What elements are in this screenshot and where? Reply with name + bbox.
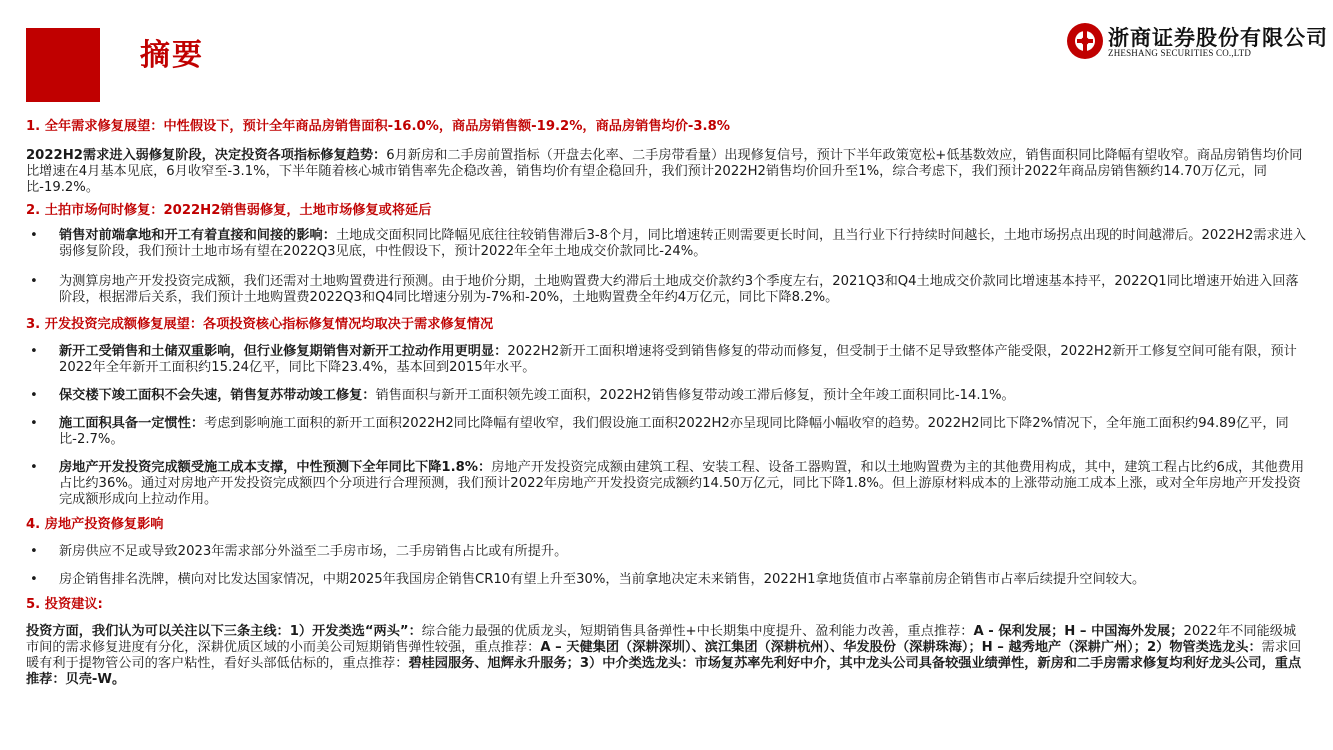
section-3-bullet-3-text: 考虑到影响施工面积的新开工面积2022H2同比降幅有望收窄，我们假设施工面积2022H2亦呈现同比降幅小幅收窄的趋势。2022H2同比下降2%情况下，全年施工面积约94.89亿平，同比-2.7%。 xyxy=(59,416,1289,447)
section-5-part-7: 碧桂园服务、旭辉永升服务；3）中介类选龙头： xyxy=(408,656,695,671)
section-2-bullet-2-text: 为测算房地产开发投资完成额，我们还需对土地购置费进行预测。由于地价分期，土地购置费大约滞后土地成交价款约3个季度左右，2021Q3和Q4土地成交价款同比增速基本持平，2022Q1同比增速开始进入回落阶段，根据滞后关系，我们预计土地购置费2022Q3和Q4同比增速分别为-7%和-20%，土地购置费全年约4万亿元，同比下降8.2%。 xyxy=(59,274,1299,305)
bullet-icon: • xyxy=(30,228,38,243)
bullet-icon: • xyxy=(30,572,38,587)
section-2-bullet-1-lead: 销售对前端拿地和开工有着直接和间接的影响： xyxy=(59,228,336,243)
section-4-bullet-1-text: 新房供应不足或导致2023年需求部分外溢至二手房市场，二手房销售占比或有所提升。 xyxy=(59,544,568,559)
section-3-bullet-1-text: 2022H2新开工面积增速将受到销售修复的带动而修复，但受制于土储不足导致整体产能受限，2022H2新开工修复空间可能有限，预计2022年全年新开工面积约15.24亿平，同比下降23.4%，基本回到2015年水平。 xyxy=(59,344,1297,375)
logo-chinese-name: 浙商证券股份有限公司 xyxy=(1108,25,1328,50)
bullet-icon: • xyxy=(30,388,38,403)
section-3-bullet-3 xyxy=(26,416,1308,448)
section-1-heading: 1. 全年需求修复展望：中性假设下，预计全年商品房销售面积-16.0%，商品房销售额-19.2%，商品房销售均价-3.8% xyxy=(26,119,730,134)
section-5-part-5: A – 天健集团（深耕深圳）、滨江集团（深耕杭州）、华发股份（深耕珠海）；H – 越秀地产（深耕广州）；2）物管类选龙头： xyxy=(540,640,1262,655)
section-1-paragraph xyxy=(26,148,1308,196)
section-3-bullet-2-lead: 保交楼下竣工面积不会失速，销售复苏带动竣工修复： xyxy=(59,388,376,403)
section-3-bullet-4 xyxy=(26,460,1308,508)
section-5-part-2: 综合能力最强的优质龙头，短期销售具备弹性+中长期集中度提升、盈利能力改善，重点推荐： xyxy=(421,624,974,639)
section-4-bullet-1 xyxy=(26,544,1308,560)
section-5-heading: 5. 投资建议: xyxy=(26,597,103,612)
section-5-part-4: 2022年不同能级城市间的需求修复进度有分化，深耕优质区域的小而美公司短期销售弹性较强，重点推荐： xyxy=(26,624,1297,655)
bullet-icon: • xyxy=(30,344,38,359)
section-4-heading: 4. 房地产投资修复影响 xyxy=(26,517,164,532)
section-5-paragraph xyxy=(26,624,1308,688)
section-2-bullet-1 xyxy=(26,228,1308,260)
section-5-part-1: 投资方面，我们认为可以关注以下三条主线：1）开发类选“两头”： xyxy=(26,624,422,639)
section-3-heading: 3. 开发投资完成额修复展望：各项投资核心指标修复情况均取决于需求修复情况 xyxy=(26,317,494,332)
page-title: 摘要 xyxy=(140,38,204,73)
summary-body xyxy=(26,118,1308,688)
section-3-bullet-1-lead: 新开工受销售和土储双重影响，但行业修复期销售对新开工拉动作用更明显： xyxy=(59,344,508,359)
section-3-bullet-1 xyxy=(26,344,1308,376)
section-2-bullet-2 xyxy=(26,274,1308,306)
company-logo xyxy=(1066,22,1328,62)
section-5-part-6: 需求回暖有利于提物管公司的客户粘性，看好头部低估标的，重点推荐： xyxy=(26,640,1302,671)
title-accent-block xyxy=(26,28,100,102)
section-3-bullet-3-lead: 施工面积具备一定惯性： xyxy=(59,416,205,431)
bullet-icon: • xyxy=(30,416,38,431)
section-2-heading: 2. 土拍市场何时修复：2022H2销售弱修复，土地市场修复或将延后 xyxy=(26,203,432,218)
section-3-bullet-4-lead: 房地产开发投资完成额受施工成本支撑，中性预测下全年同比下降1.8%： xyxy=(59,460,492,475)
bullet-icon: • xyxy=(30,460,38,475)
section-4-bullet-2 xyxy=(26,572,1308,588)
section-1-lead: 2022H2需求进入弱修复阶段，决定投资各项指标修复趋势： xyxy=(26,148,387,163)
section-2-bullet-1-text: 土地成交面积同比降幅见底往往较销售滞后3-8个月，同比增速转正则需要更长时间，且当行业下行持续时间越长，土地市场拐点出现的时间越滞后。2022H2需求进入弱修复阶段，我们预计土地市场有望在2022Q3见底，中性假设下，预计2022年全年土地成交价款同比-24%。 xyxy=(59,228,1307,259)
zheshang-logo-icon xyxy=(1066,22,1104,60)
section-3-bullet-2-text: 销售面积与新开工面积领先竣工面积，2022H2销售修复带动竣工滞后修复，预计全年竣工面积同比-14.1%。 xyxy=(375,388,1015,403)
logo-english-name: ZHESHANG SECURITIES CO.,LTD xyxy=(1108,48,1252,58)
section-3-bullet-2 xyxy=(26,388,1308,404)
section-5-part-8: 市场复苏率先利好中介，其中龙头公司具备较强业绩弹性，新房和二手房需求修复均利好龙头公司，重点推荐：贝壳-W。 xyxy=(26,656,1302,687)
section-5-part-3: A - 保利发展；H – 中国海外发展； xyxy=(973,624,1184,639)
section-4-bullet-2-text: 房企销售排名洗牌，横向对比发达国家情况，中期2025年我国房企销售CR10有望上升至30%，当前拿地决定未来销售，2022H1拿地货值市占率靠前房企销售市占率后续提升空间较大。 xyxy=(59,572,1146,587)
section-3-bullet-4-text: 房地产开发投资完成额由建筑工程、安装工程、设备工器购置，和以土地购置费为主的其他费用构成，其中，建筑工程占比约6成，其他费用占比约36%。通过对房地产开发投资完成额四个分项进行合理预测，我们预计2022年房地产开发投资完成额约14.50万亿元，同比下降1.8%。但上游原材料成本的上涨带动施工成本上涨，或对全年房地产开发投资完成额形成向上拉动作用。 xyxy=(59,460,1305,507)
bullet-icon: • xyxy=(30,544,38,559)
bullet-icon: • xyxy=(30,274,38,289)
section-1-text: 6月新房和二手房前置指标（开盘去化率、二手房带看量）出现修复信号，预计下半年政策宽松+低基数效应，销售面积同比降幅有望收窄。商品房销售均价同比增速在4月基本见底，6月收窄至-3.1%，下半年随着核心城市销售率先企稳改善，销售均价有望企稳回升，我们预计2022H2销售均价回升至1%，综合考虑下，我们预计2022年商品房销售额约14.70万亿元，同比-19.2%。 xyxy=(26,148,1303,195)
